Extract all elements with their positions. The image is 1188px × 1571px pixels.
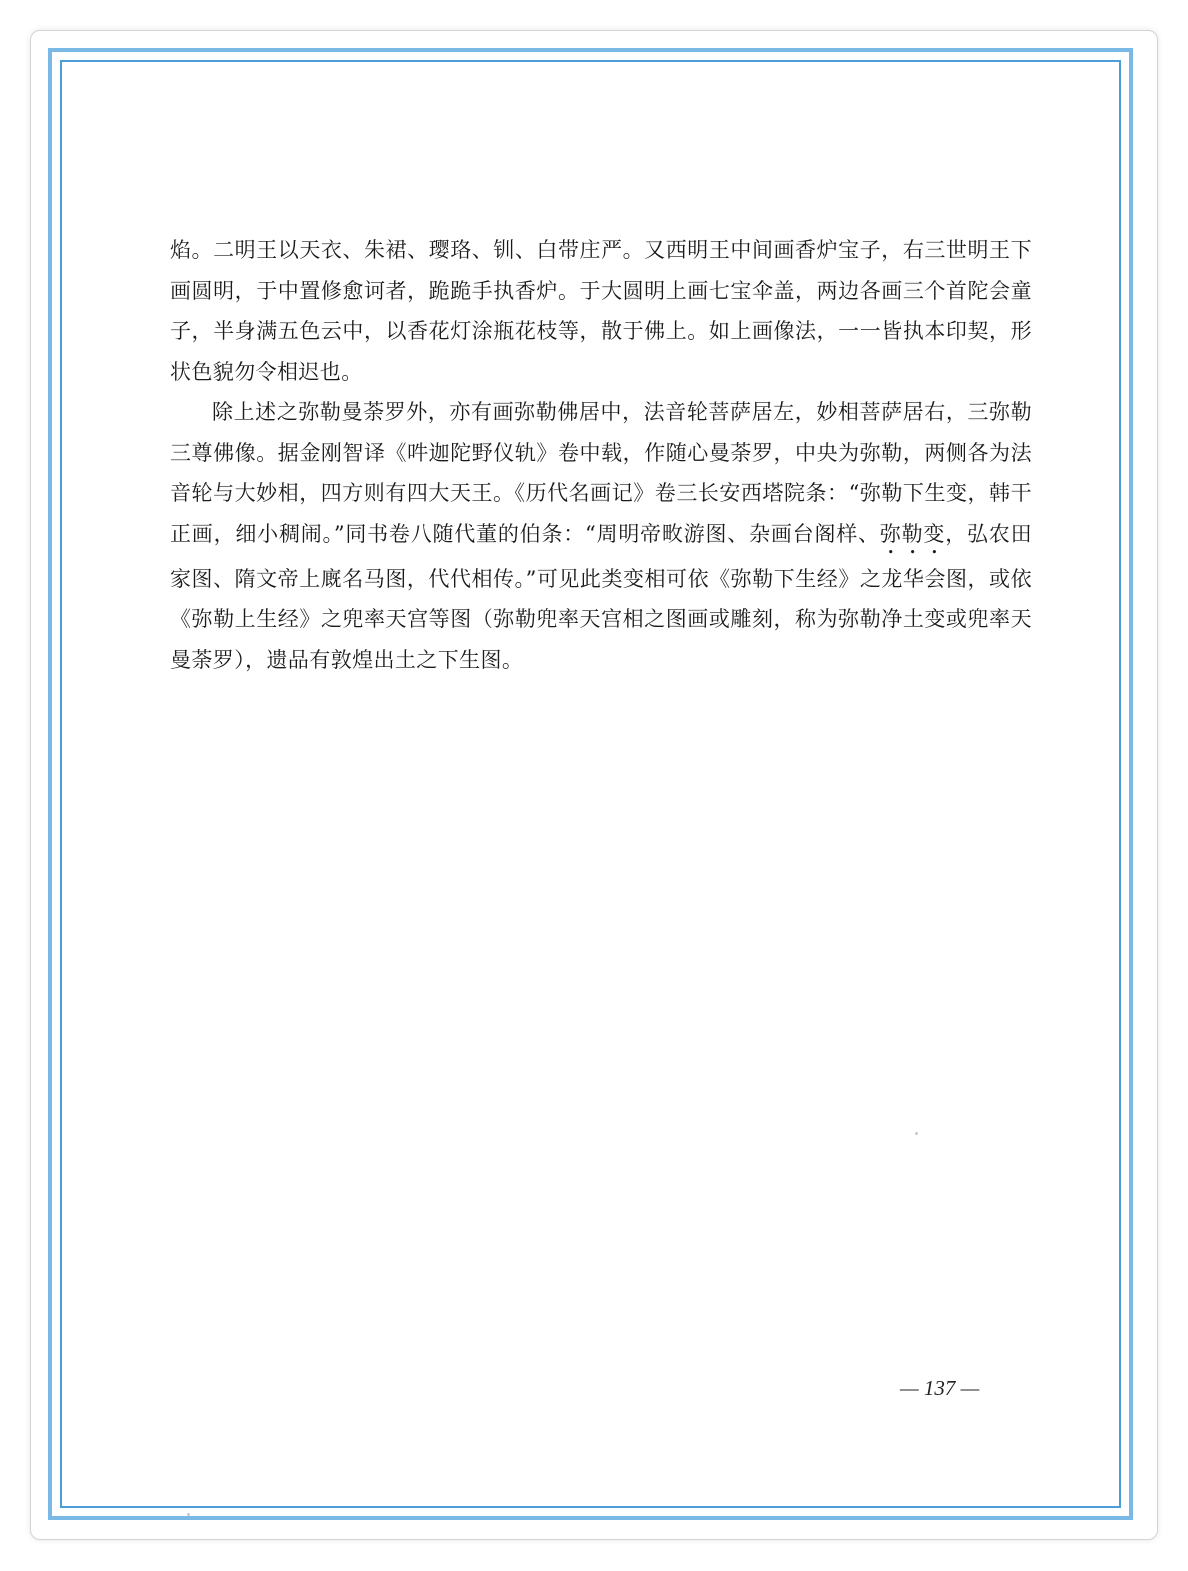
paragraph-2-text-b: ，弘农田家图、隋文帝上廐名马图，代代相传。”可见此类变相可依《弥勒下生经》之龙华会图，或依《弥勒上生经》之兜率天宫等图（弥勒兜率天宫相之图画或雕刻，称为弥勒净土变或兜率天曼荼罗），遗品有敦煌出土之下生图。	[170, 521, 1032, 672]
emphasized-term: 弥勒变	[879, 521, 946, 546]
paragraph-2-text-a: 除上述之弥勒曼荼罗外，亦有画弥勒佛居中，法音轮菩萨居左，妙相菩萨居右，三弥勒三尊佛像。据金刚智译《吽迦陀野仪轨》卷中载，作随心曼荼罗，中央为弥勒，两侧各为法音轮与大妙相，四方则有四大天王。《历代名画记》卷三长安西塔院条：“弥勒下生变，韩干正画，细小稠闹。”同书卷八随代董的伯条：“周明帝畋游图、杂画台阁样、	[170, 400, 1032, 546]
body-text	[170, 230, 1032, 680]
scan-speck	[187, 1513, 190, 1516]
scan-speck	[915, 1132, 918, 1135]
page-number: — 137 —	[900, 1376, 980, 1400]
paragraph-1	[170, 230, 1032, 392]
paragraph-1-text: 焰。二明王以天衣、朱裙、璎珞、钏、白带庄严。又西明王中间画香炉宝子，右三世明王下画圆明，于中置修愈诃者，跪跪手执香炉。于大圆明上画七宝伞盖，两边各画三个首陀会童子，半身满五色云中，以香花灯涂瓶花枝等，散于佛上。如上画像法，一一皆执本印契，形状色貌勿令相迟也。	[170, 238, 1032, 384]
paragraph-2	[170, 392, 1032, 680]
